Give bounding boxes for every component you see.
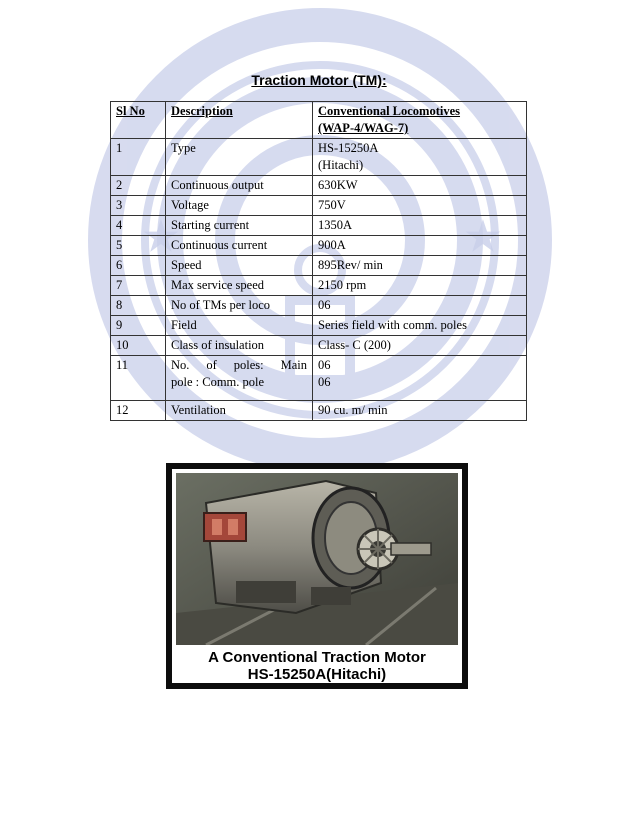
cell-no: 10 — [111, 336, 166, 356]
cell-value: 900A — [313, 236, 527, 256]
cell-no: 9 — [111, 316, 166, 336]
cell-no: 5 — [111, 236, 166, 256]
cell-no: 6 — [111, 256, 166, 276]
cell-no: 12 — [111, 401, 166, 421]
cell-description: No of TMs per loco — [166, 296, 313, 316]
svg-text:★: ★ — [465, 215, 501, 259]
traction-motor-spec-table — [110, 101, 527, 421]
table-row — [111, 316, 527, 336]
cell-description: Max service speed — [166, 276, 313, 296]
cell-no: 7 — [111, 276, 166, 296]
table-row — [111, 356, 527, 401]
cell-description: Starting current — [166, 216, 313, 236]
cell-value: 90 cu. m/ min — [313, 401, 527, 421]
traction-motor-photo — [166, 463, 468, 689]
cell-value: 06 — [313, 296, 527, 316]
cell-description: Class of insulation — [166, 336, 313, 356]
cell-value: 630KW — [313, 176, 527, 196]
cell-no: 3 — [111, 196, 166, 216]
header-conventional-locomotives: Conventional Locomotives (WAP-4/WAG-7) — [313, 102, 527, 139]
cell-value: 06 06 — [313, 356, 527, 401]
cell-value: 895Rev/ min — [313, 256, 527, 276]
table-row — [111, 401, 527, 421]
table-row — [111, 216, 527, 236]
cell-value: 1350A — [313, 216, 527, 236]
header-description: Description — [166, 102, 313, 139]
cell-description: Type — [166, 139, 313, 176]
cell-value: Series field with comm. poles — [313, 316, 527, 336]
svg-text:★: ★ — [143, 215, 179, 259]
table-row — [111, 176, 527, 196]
cell-value: 2150 rpm — [313, 276, 527, 296]
cell-description: No. of poles: Main pole : Comm. pole — [166, 356, 313, 401]
cell-no: 1 — [111, 139, 166, 176]
cell-description: Speed — [166, 256, 313, 276]
table-row — [111, 256, 527, 276]
cell-description: Continuous output — [166, 176, 313, 196]
cell-description: Field — [166, 316, 313, 336]
table-row — [111, 336, 527, 356]
page-title: Traction Motor (TM): — [251, 72, 387, 88]
cell-description: Ventilation — [166, 401, 313, 421]
table-row — [111, 196, 527, 216]
photo-caption-line-2: HS-15250A(Hitachi) — [247, 666, 387, 683]
cell-value: HS-15250A (Hitachi) — [313, 139, 527, 176]
cell-description: Continuous current — [166, 236, 313, 256]
cell-value: 750V — [313, 196, 527, 216]
cell-description: Voltage — [166, 196, 313, 216]
header-sl-no: Sl No — [111, 102, 166, 139]
table-row — [111, 139, 527, 176]
table-row — [111, 296, 527, 316]
cell-no: 11 — [111, 356, 166, 401]
cell-value: Class- C (200) — [313, 336, 527, 356]
table-row — [111, 236, 527, 256]
table-header-row — [111, 102, 527, 139]
table-row — [111, 276, 527, 296]
photo-caption-line-1: A Conventional Traction Motor — [208, 649, 426, 666]
cell-no: 4 — [111, 216, 166, 236]
cell-no: 8 — [111, 296, 166, 316]
cell-no: 2 — [111, 176, 166, 196]
